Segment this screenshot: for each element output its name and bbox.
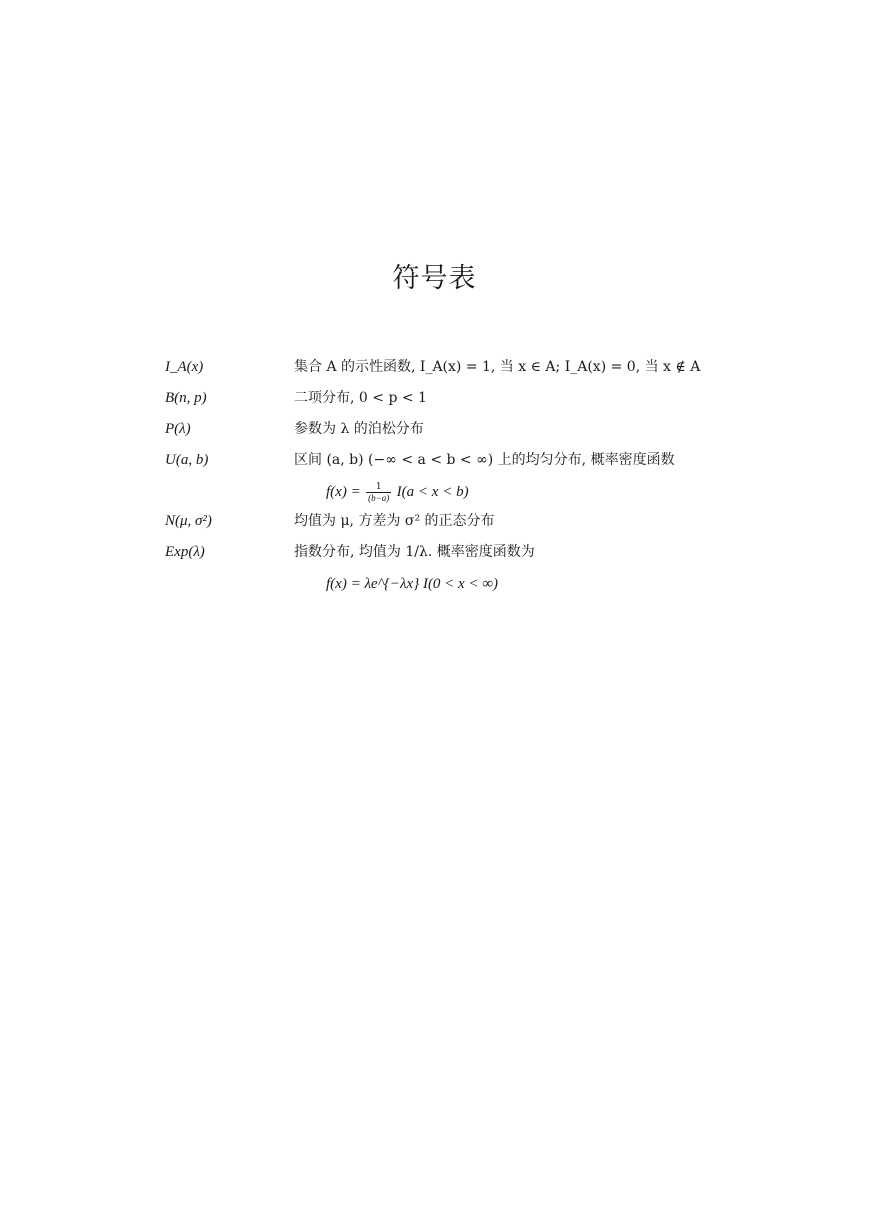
formula-row-uniform <box>0 479 869 505</box>
symbol-uniform: U(a, b) <box>165 452 209 468</box>
notation-row-uniform <box>0 447 869 473</box>
page-title: 符号表 <box>392 263 477 294</box>
description-uniform: 区间 (a, b) (−∞ < a < b < ∞) 上的均匀分布, 概率密度函数 <box>294 452 675 468</box>
description-exponential: 指数分布, 均值为 1/λ. 概率密度函数为 <box>294 544 535 560</box>
formula-uniform-fraction <box>366 482 391 503</box>
fraction-denominator: (b−a) <box>368 492 390 503</box>
formula-row-exponential <box>0 571 869 597</box>
description-poisson: 参数为 λ 的泊松分布 <box>294 421 424 437</box>
notation-row-exponential <box>0 539 869 565</box>
notation-row-binomial <box>0 385 869 411</box>
formula-uniform-lhs: f(x) = <box>326 484 361 500</box>
symbol-exponential: Exp(λ) <box>165 544 205 560</box>
formula-exponential-density: f(x) = λe^{−λx} I(0 < x < ∞) <box>326 576 499 592</box>
notation-row-normal <box>0 508 869 534</box>
formula-uniform-rhs: I(a < x < b) <box>396 484 469 500</box>
symbol-poisson: P(λ) <box>165 421 191 437</box>
notation-row-indicator <box>0 354 869 380</box>
symbol-binomial: B(n, p) <box>165 390 207 406</box>
description-indicator: 集合 A 的示性函数, I_A(x) = 1, 当 x ∈ A; I_A(x) = 0, 当 x ∉ A <box>294 359 701 375</box>
fraction-numerator: 1 <box>366 482 391 493</box>
description-binomial: 二项分布, 0 < p < 1 <box>294 390 427 406</box>
description-normal: 均值为 μ, 方差为 σ² 的正态分布 <box>294 513 495 529</box>
symbol-indicator: I_A(x) <box>165 359 204 375</box>
notation-row-poisson <box>0 416 869 442</box>
formula-uniform-density <box>326 479 469 505</box>
symbol-normal: N(μ, σ²) <box>165 513 212 529</box>
